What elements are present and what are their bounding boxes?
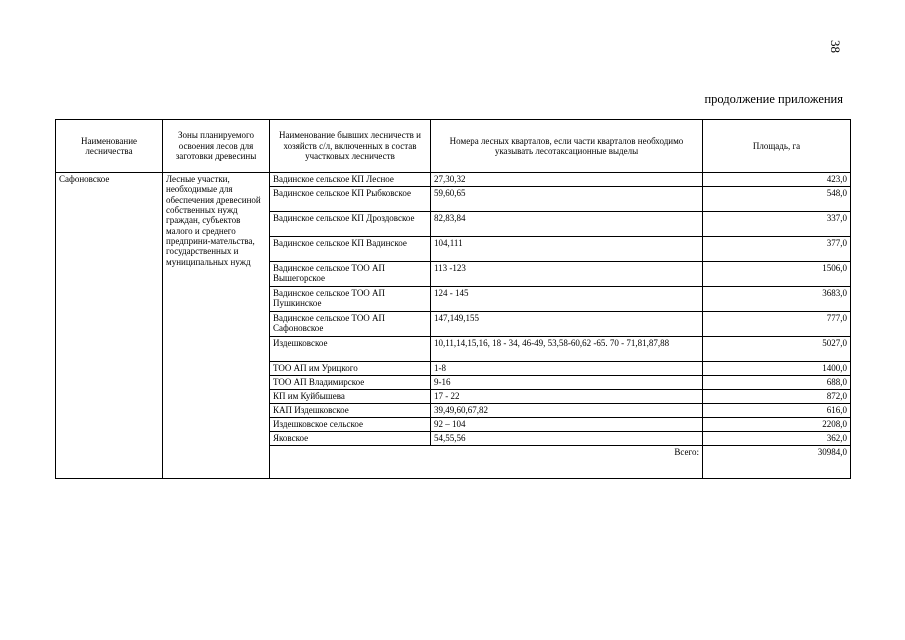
total-value: 30984,0 bbox=[703, 446, 851, 479]
row-quarters: 39,49,60,67,82 bbox=[431, 404, 703, 418]
row-area: 688,0 bbox=[703, 376, 851, 390]
row-name: Вадинское сельское КП Рыбковское bbox=[270, 187, 431, 212]
zone-cell: Лесные участки, необходимые для обеспечения древесиной собственных нужд граждан, субъектов малого и среднего предприни-мательства, государственных и муниципальных нужд bbox=[163, 173, 270, 479]
row-quarters: 104,111 bbox=[431, 237, 703, 262]
row-name: Вадинское сельское ТОО АП Сафоновское bbox=[270, 312, 431, 337]
row-area: 337,0 bbox=[703, 212, 851, 237]
header-zone: Зоны планируемого освоения лесов для заготовки древесины bbox=[163, 120, 270, 173]
header-forestry: Наименование лесничества bbox=[56, 120, 163, 173]
row-quarters: 10,11,14,15,16, 18 - 34, 46-49, 53,58-60,62 -65. 70 - 71,81,87,88 bbox=[431, 337, 703, 362]
table-row bbox=[56, 173, 851, 187]
row-quarters: 1-8 bbox=[431, 362, 703, 376]
row-name: КАП Издешковское bbox=[270, 404, 431, 418]
row-area: 3683,0 bbox=[703, 287, 851, 312]
forestry-cell: Сафоновское bbox=[56, 173, 163, 479]
row-quarters: 59,60,65 bbox=[431, 187, 703, 212]
header-area: Площадь, га bbox=[703, 120, 851, 173]
row-quarters: 82,83,84 bbox=[431, 212, 703, 237]
row-area: 1506,0 bbox=[703, 262, 851, 287]
row-name: Издешковское сельское bbox=[270, 418, 431, 432]
row-name: ТОО АП им Урицкого bbox=[270, 362, 431, 376]
row-quarters: 124 - 145 bbox=[431, 287, 703, 312]
row-quarters: 17 - 22 bbox=[431, 390, 703, 404]
header-quarters: Номера лесных кварталов, если части кварталов необходимо указывать лесотаксационные выделы bbox=[431, 120, 703, 173]
row-quarters: 113 -123 bbox=[431, 262, 703, 287]
row-area: 548,0 bbox=[703, 187, 851, 212]
row-name: Вадинское сельское КП Лесное bbox=[270, 173, 431, 187]
row-area: 616,0 bbox=[703, 404, 851, 418]
table-header-row bbox=[56, 120, 851, 173]
row-area: 777,0 bbox=[703, 312, 851, 337]
row-name: КП им Куйбышева bbox=[270, 390, 431, 404]
row-area: 377,0 bbox=[703, 237, 851, 262]
row-name: Издешковское bbox=[270, 337, 431, 362]
row-quarters: 147,149,155 bbox=[431, 312, 703, 337]
row-name: Вадинское сельское ТОО АП Пушкинское bbox=[270, 287, 431, 312]
row-area: 2208,0 bbox=[703, 418, 851, 432]
row-quarters: 27,30,32 bbox=[431, 173, 703, 187]
row-area: 5027,0 bbox=[703, 337, 851, 362]
page-number: 38 bbox=[828, 40, 843, 53]
forestry-table bbox=[55, 119, 851, 479]
total-label: Всего: bbox=[270, 446, 703, 479]
row-area: 1400,0 bbox=[703, 362, 851, 376]
row-name: Вадинское сельское ТОО АП Вышегорское bbox=[270, 262, 431, 287]
row-quarters: 54,55,56 bbox=[431, 432, 703, 446]
row-name: Вадинское сельское КП Вадинское bbox=[270, 237, 431, 262]
continuation-label: продолжение приложения bbox=[704, 92, 843, 106]
row-quarters: 92 – 104 bbox=[431, 418, 703, 432]
row-name: ТОО АП Владимирское bbox=[270, 376, 431, 390]
row-area: 872,0 bbox=[703, 390, 851, 404]
row-name: Яковское bbox=[270, 432, 431, 446]
row-quarters: 9-16 bbox=[431, 376, 703, 390]
row-area: 423,0 bbox=[703, 173, 851, 187]
header-former-forestries: Наименование бывших лесничеств и хозяйств с/л, включенных в состав участковых лесничеств bbox=[270, 120, 431, 173]
row-name: Вадинское сельское КП Дроздовское bbox=[270, 212, 431, 237]
row-area: 362,0 bbox=[703, 432, 851, 446]
